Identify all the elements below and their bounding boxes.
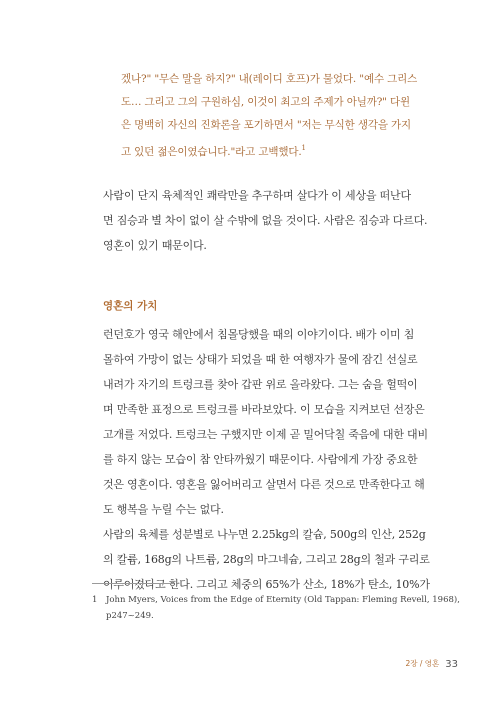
section-line: 것은 영혼이다. 영혼을 잃어버리고 살면서 다른 것으로 만족한다고 해 [103, 478, 425, 491]
footnote-citation: John Myers, Voices from the Edge of Eternity (Old Tappan: Fleming Revell, 1968), [106, 595, 460, 605]
section-line: 고개를 저었다. 트렁크는 구했지만 이제 곧 밀어닥칠 죽음에 대한 대비 [103, 428, 428, 441]
paragraph-line: 면 짐승과 별 차이 없이 살 수밖에 없을 것이다. 사람은 짐승과 다르다. [103, 214, 428, 227]
running-footer [378, 652, 458, 671]
footnote-pages: p247~249. [106, 611, 154, 621]
quote-line: 도… 그리고 그의 구원하심, 이것이 최고의 주제가 아닐까?" 다윈 [121, 96, 411, 108]
quote-line: 은 명백히 자신의 진화론을 포기하면서 "저는 무식한 생각을 가지 [121, 119, 411, 131]
section-line: 를 하지 않는 모습이 참 안타까웠기 때문이다. 사람에게 가장 중요한 [103, 453, 418, 466]
footnote [92, 592, 460, 624]
paragraph-line: 영혼이 있기 때문이다. [103, 239, 207, 252]
quote-line: 겠나?" "무슨 말을 하지?" 내(레이디 호프)가 물었다. "예수 그리스 [121, 73, 418, 85]
section-line: 이루어졌다고 한다. 그리고 체중의 65%가 산소, 18%가 탄소, 10%가 [103, 578, 430, 591]
paragraph-line: 사람이 단지 육체적인 쾌락만을 추구하며 살다가 이 세상을 떠난다 [103, 189, 411, 202]
footnote-number: 1 [92, 595, 98, 605]
section-line: 사람의 육체를 성분별로 나누면 2.25kg의 칼슘, 500g의 인산, 252g [103, 528, 426, 541]
section-line: 런던호가 영국 해안에서 침몰당했을 때의 이야기이다. 배가 이미 침 [103, 328, 415, 341]
chapter-label: 2장 / 영혼 [405, 659, 440, 668]
quote-line-text: 고 있던 젊은이였습니다."라고 고백했다. [121, 146, 302, 158]
indented-quote-block [121, 68, 418, 160]
footnote-divider [92, 583, 174, 584]
section-body [103, 322, 428, 597]
paragraph-soul-intro [103, 183, 428, 258]
footnote-marker: 1 [301, 144, 306, 152]
section-line: 내려가 자기의 트렁크를 찾아 갑판 위로 올라왔다. 그는 숨을 헐떡이 [103, 378, 418, 391]
page-number: 33 [445, 659, 458, 670]
section-line: 며 만족한 표정으로 트렁크를 바라보았다. 이 모습을 지켜보던 선장은 [103, 403, 425, 416]
section-heading: 영혼의 가치 [103, 300, 158, 312]
section-line: 의 칼륨, 168g의 나트륨, 28g의 마그네슘, 그리고 28g의 철과 구리로 [103, 553, 430, 566]
quote-line-last [121, 137, 411, 160]
section-line: 몰하여 가망이 없는 상태가 되었을 때 한 여행자가 물에 잠긴 선실로 [103, 353, 418, 366]
section-line: 도 행복을 누릴 수는 없다. [103, 503, 224, 516]
